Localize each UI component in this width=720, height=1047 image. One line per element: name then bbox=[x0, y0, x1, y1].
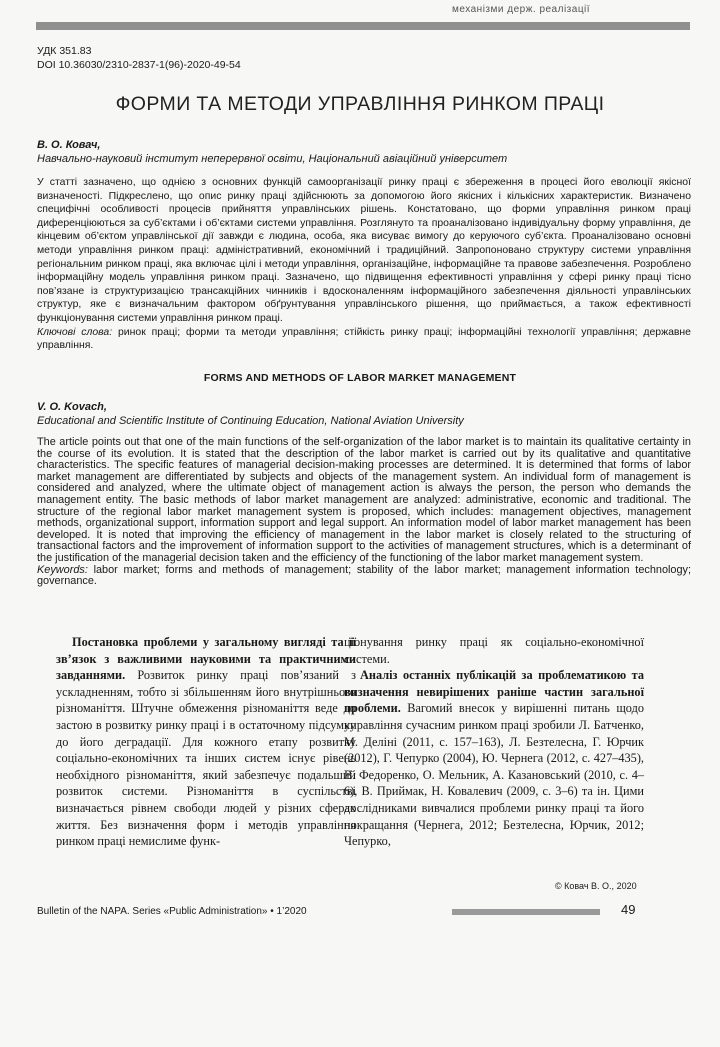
section-text-analysis: Вагомий внесок у вирішенні питань щодо управління сучасним ринком праці зробили Л. Батченко, М. Деліні (2011, с. 157–163), Л. Безтелесна, Г. Юрчик (2012), Г. Чепурко (2004), Ю. Чернега (2012, с. 427–435), В. Федоренко, О. Мельник, А. Казановський (2010, с. 4–6), В. Приймак, Н. Ковалевич (2009, с. 3–6) та ін. Цими дослідниками вивчалися проблеми ринку праці та його покращання (Чернега, 2012; Безтелесна, Юрчик, 2012; Чепурко, bbox=[344, 701, 644, 849]
author-affiliation-en: Educational and Scientific Institute of Continuing Education, National Aviation University bbox=[37, 415, 464, 427]
keywords-en: labor market; forms and methods of management; stability of the labor market; management information technology; governance. bbox=[37, 563, 692, 588]
header-band bbox=[36, 22, 690, 30]
abstract-en bbox=[37, 437, 691, 588]
body-column-right bbox=[344, 634, 644, 850]
section-text-problem: Розвиток ринку праці пов’язаний з ускладненням, тобто зі збільшенням його внутрішнього різноманіття. Штучне обмеження різноманіття веде до застою в розвитку ринку праці і в остаточному підсумку до його деградації. Для кожного етапу розвитку соціально-економічних та інших систем існує рівень необхідного різноманіття, який забезпечує подальший розвиток системи. Різноманіття в суспільстві визначається рівнем свободи людей у різних сферах життя. Без визначення форм і методів управління ринком праці немислиме функ- bbox=[56, 668, 356, 849]
analysis-paragraph bbox=[344, 667, 644, 850]
article-title: ФОРМИ ТА МЕТОДИ УПРАВЛІННЯ РИНКОМ ПРАЦІ bbox=[115, 93, 605, 115]
author-name-en: V. O. Kovach, bbox=[37, 401, 107, 413]
journal-footer: Bulletin of the NAPA. Series «Public Administration» • 1’2020 bbox=[37, 906, 307, 917]
udk-code: УДК 351.83 bbox=[37, 45, 92, 57]
keywords-uk-label: Ключові слова: bbox=[37, 326, 113, 338]
author-name: В. О. Ковач, bbox=[37, 139, 101, 151]
body-column-left bbox=[56, 634, 356, 850]
running-title: механізми держ. реалізації bbox=[452, 4, 591, 15]
abstract-uk-text: У статті зазначено, що однією з основних функцій самоорганізації ринку праці є збереження в процесі його еволюції якісної визначеності. Підкреслено, що опис ринку праці здійснюють за допомогою його якісних і кількісних характеристик. Визначено специфічні особливості процесів прийняття управлінських рішень. Констатовано, що форми управління ринком праці диференціюються за суб’єктами і об’єктами системи управління. Розглянуто та проаналізовано індивідуальну форму управління, де кінцевим об’єктом управлінської дії завжди є людина, особа, яка висуває вимогу до керуючого суб’єкта. Проаналізовано основні методи управління ринком праці: адміністративний, економічний і традиційний. Запропоновано структуру системи управління регіональним ринком праці, яка включає цілі і методи управління, організаційне, інформаційне та правове забезпечення. Розроблено інформаційну модель управління ринком праці. Зазначено, що підвищення ефективності управління у сфері ринку праці тісно пов’язане із структуризацією трансакційних чинників і вдосконаленням інформаційного забезпечення діяльності управлінських структур, яке є визначальним фактором обґрунтування управлінського рішення, що приймається, а також ефективності функціонування системи управління ринком праці. bbox=[37, 177, 691, 324]
english-title: FORMS AND METHODS OF LABOR MARKET MANAGEMENT bbox=[203, 372, 517, 384]
intro-paragraph bbox=[56, 634, 356, 850]
page-number: 49 bbox=[621, 902, 636, 917]
continued-paragraph: ціонування ринку праці як соціально-економічної системи. bbox=[344, 635, 644, 666]
section-heading-problem: Постановка проблеми у загальному вигляді та її зв’язок з важливими науковими та практичними завданнями. bbox=[56, 635, 356, 683]
author-affiliation: Навчально-науковий інститут неперервної освіти, Національний авіаційний університет bbox=[37, 153, 508, 165]
copyright-note: © Ковач В. О., 2020 bbox=[555, 881, 637, 891]
article-meta bbox=[37, 44, 241, 72]
doi: DOI 10.36030/2310-2837-1(96)-2020-49-54 bbox=[37, 59, 241, 71]
keywords-en-label: Keywords: bbox=[37, 563, 88, 576]
abstract-uk bbox=[37, 176, 691, 353]
section-heading-analysis: Аналіз останніх публікацій за проблематикою та визначення невирішених раніше частин загальної проблеми. bbox=[344, 668, 644, 716]
footer-band bbox=[452, 909, 600, 915]
abstract-en-text: The article points out that one of the main functions of the self-organization of the labor market is to maintain its qualitative certainty in the course of its evolution. It is stated that the description of the labor market is carried out by its qualitative and quantitative characteristics. The specific features of managerial decision-making processes are determined. It is determined that forms of labor market management are differentiated by subjects and objects of the management system. An individual form of management is considered and analyzed, where the ultimate object of management action is always the person, the person who demands the management entity. The basic methods of labor market management are analyzed: administrative, economic and traditional. The structure of the regional labor market management system is proposed, which includes: management objectives, management methods, organizational support, information support and legal support. An information model of labor market management has been developed. It is noted that improving the efficiency of management in the labor market is closely related to the structuring of transactional factors and the improvement of information support to the activities of management structures, which is a determinant of the justification of the managerial decision taken and the efficiency of the functioning of the labor market management system. bbox=[37, 436, 691, 564]
keywords-uk: ринок праці; форми та методи управління; стійкість ринку праці; інформаційні технології управління; державне управління. bbox=[37, 326, 691, 352]
